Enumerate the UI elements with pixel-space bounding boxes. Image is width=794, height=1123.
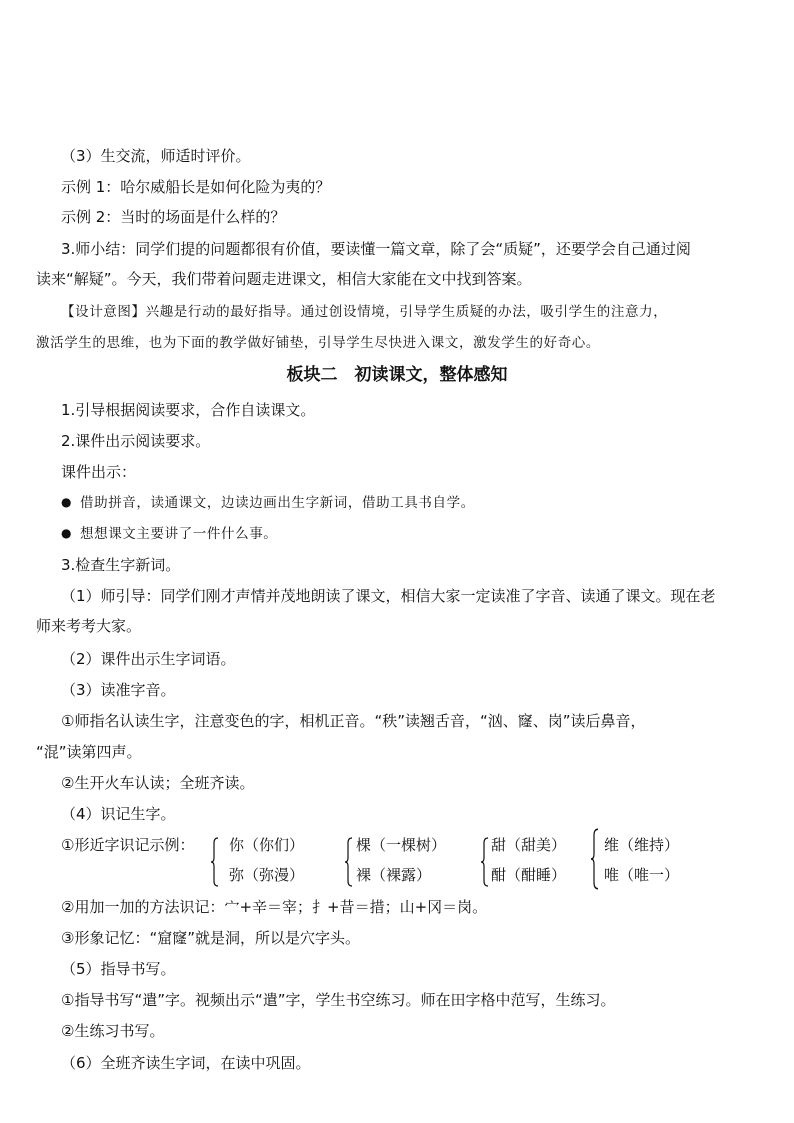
char-pair-top: 甜（甜美）	[491, 836, 567, 854]
char-pair-top: 维（维持）	[604, 836, 680, 854]
paragraph-step-1: 1.引导根据阅读要求，合作自读课文。	[61, 401, 316, 419]
char-pair-top: 你（你们）	[229, 836, 305, 854]
bullet-item: 想想课文主要讲了一件什么事。	[80, 526, 278, 542]
paragraph-add-method: ②用加一加的方法识记：宀+辛＝宰；扌+昔＝措；山+冈＝岗。	[61, 898, 488, 916]
paragraph-summary-line-1: 3.师小结：同学们提的问题都很有价值，要读懂一篇文章，除了会“质疑”，还要学会自己通过阅	[61, 240, 691, 258]
paragraph-pronunciation: （3）读准字音。	[61, 681, 176, 699]
brace-icon	[211, 837, 218, 887]
section-heading: 板块二 初读课文，整体感知	[286, 365, 508, 385]
char-pair-bottom: 弥（弥漫）	[229, 866, 305, 884]
brace-icon	[345, 837, 352, 887]
paragraph-image-memory: ③形象记忆：“窟窿”就是洞，所以是穴字头。	[61, 929, 360, 947]
paragraph-step-3: 3.检查生字新词。	[61, 556, 181, 574]
design-intent-line-1: 【设计意图】兴趣是行动的最好指导。通过创设情境，引导学生质疑的办法，吸引学生的注意力，	[61, 304, 668, 320]
char-pair-bottom: 唯（唯一）	[604, 866, 680, 884]
char-pair-bottom: 酣（酣睡）	[491, 866, 567, 884]
bullet-item: 借助拼音，读通课文，边读边画出生字新词，借助工具书自学。	[80, 495, 475, 511]
paragraph-memorize: （4）识记生字。	[61, 805, 176, 823]
bullet-dot-icon: ●	[61, 495, 72, 509]
brace-icon	[591, 828, 598, 890]
bullet-dot-icon: ●	[61, 526, 72, 540]
char-pair-top: 棵（一棵树）	[356, 836, 447, 854]
paragraph-writing-guide: （5）指导书写。	[61, 960, 176, 978]
paragraph-step-3-3: （3）生交流，师适时评价。	[61, 147, 251, 165]
brace-icon	[481, 837, 488, 887]
paragraph-practice: ②生练习书写。	[61, 1022, 165, 1040]
char-pair-bottom: 裸（裸露）	[356, 866, 432, 884]
design-intent-line-2: 激活学生的思维，也为下面的教学做好铺垫，引导学生尽快进入课文，激发学生的好奇心。	[36, 335, 600, 351]
paragraph-guide-line-2: 师来考考大家。	[36, 617, 142, 635]
paragraph-correct-line-2: “混”读第四声。	[36, 743, 142, 761]
paragraph-step-2: 2.课件出示阅读要求。	[61, 432, 211, 450]
paragraph-similar-chars: ①形近字识记示例：	[61, 836, 195, 854]
paragraph-guide-line-1: （1）师引导：同学们刚才声情并茂地朗读了课文，相信大家一定读准了字音、读通了课文。现在老	[61, 587, 716, 605]
paragraph-example-1: 示例 1：哈尔威船长是如何化险为夷的？	[61, 178, 331, 196]
paragraph-correct-line-1: ①师指名认读生字，注意变色的字，相机正音。“秩”读翘舌音，“汹、窿、岗”读后鼻音，	[61, 712, 646, 730]
paragraph-example-2: 示例 2：当时的场面是什么样的？	[61, 208, 286, 226]
paragraph-review: （6）全班齐读生字词，在读中巩固。	[61, 1054, 311, 1072]
paragraph-words: （2）课件出示生字词语。	[61, 650, 236, 668]
paragraph-read-aloud: ②生开火车认读；全班齐读。	[61, 774, 255, 792]
paragraph-summary-line-2: 读来“解疑”。今天，我们带着问题走进课文，相信大家能在文中找到答案。	[36, 270, 532, 288]
paragraph-courseware: 课件出示：	[61, 463, 137, 481]
paragraph-writing-demo: ①指导书写“遣”字。视频出示“遣”字，学生书空练习。师在田字格中范写，生练习。	[61, 991, 616, 1009]
